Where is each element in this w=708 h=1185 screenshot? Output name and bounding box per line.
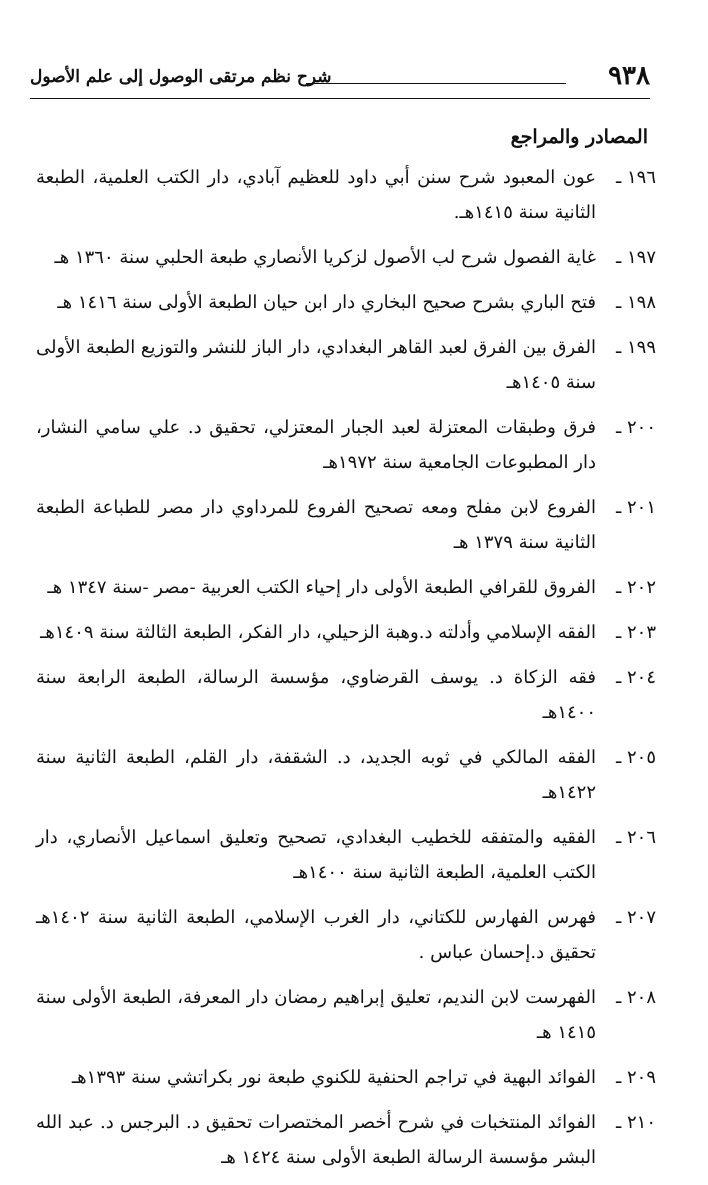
bibliography-entry	[36, 410, 656, 480]
bibliography-entry	[36, 900, 656, 970]
bibliography-entry	[36, 570, 656, 605]
entry-text: الفقه الإسلامي وأدلته د.وهبة الزحيلي، دار الفكر، الطبعة الثالثة سنة ١٤٠٩هـ	[40, 622, 596, 643]
bibliography-entry	[36, 980, 656, 1050]
entry-number: ٢١٠ ـ	[615, 1112, 656, 1133]
running-title: شرح نظم مرتقى الوصول إلى علم الأصول	[30, 67, 332, 87]
entry-number: ١٩٩ ـ	[615, 337, 656, 358]
bibliography-entry	[36, 1105, 656, 1175]
bibliography-entry	[36, 160, 656, 230]
entry-number: ٢٠٢ ـ	[615, 577, 656, 598]
entry-number: ٢٠٩ ـ	[615, 1067, 656, 1088]
entry-number: ٢٠٥ ـ	[615, 747, 656, 768]
entry-text: عون المعبود شرح سنن أبي داود للعظيم آبادي، دار الكتب العلمية، الطبعة الثانية سنة ١٤١٥هـ.	[36, 167, 596, 223]
entry-number: ٢٠٠ ـ	[615, 417, 656, 438]
entry-number: ١٩٨ ـ	[615, 292, 656, 313]
entry-text: الفوائد البهية في تراجم الحنفية للكنوي طبعة نور بكراتشي سنة ١٣٩٣هـ	[71, 1067, 596, 1088]
entry-number: ٢٠٤ ـ	[615, 667, 656, 688]
entry-text: الفقيه والمتفقه للخطيب البغدادي، تصحيح وتعليق اسماعيل الأنصاري، دار الكتب العلمية، الطبعة الثانية سنة ١٤٠٠هـ	[36, 827, 596, 883]
bibliography-entry	[36, 660, 656, 730]
section-heading: المصادر والمراجع	[510, 126, 648, 148]
bibliography-entry	[36, 490, 656, 560]
bibliography-entry	[36, 740, 656, 810]
entry-number: ٢٠١ ـ	[615, 497, 656, 518]
entry-text: غاية الفصول شرح لب الأصول لزكريا الأنصاري طبعة الحلبي سنة ١٣٦٠ هـ	[54, 247, 596, 268]
entry-text: فقه الزكاة د. يوسف القرضاوي، مؤسسة الرسالة، الطبعة الرابعة سنة ١٤٠٠هـ	[36, 667, 597, 723]
entry-text: الفهرست لابن النديم، تعليق إبراهيم رمضان دار المعرفة، الطبعة الأولى سنة ١٤١٥ هـ	[36, 987, 596, 1043]
entry-text: الفقه المالكي في ثوبه الجديد، د. الشقفة، دار القلم، الطبعة الثانية سنة ١٤٢٢هـ	[36, 747, 596, 803]
entry-number: ٢٠٦ ـ	[615, 827, 656, 848]
entry-number: ٢٠٨ ـ	[615, 987, 656, 1008]
entry-text: الفرق بين الفرق لعبد القاهر البغدادي، دار الباز للنشر والتوزيع الطبعة الأولى سنة ١٤٠٥هـ	[36, 337, 596, 393]
entry-text: الفوائد المنتخبات في شرح أخصر المختصرات تحقيق د. البرجس د. عبد الله البشر مؤسسة الرسالة الطبعة الأولى سنة ١٤٢٤ هـ	[36, 1112, 596, 1168]
entry-text: الفروق للقرافي الطبعة الأولى دار إحياء الكتب العربية -مصر -سنة ١٣٤٧ هـ	[47, 577, 596, 598]
header-rule	[306, 83, 566, 84]
bibliography-entry	[36, 1060, 656, 1095]
bibliography-entry	[36, 615, 656, 650]
bibliography-entry	[36, 240, 656, 275]
header-divider	[30, 98, 650, 99]
bibliography-list	[36, 160, 656, 1185]
bibliography-entry	[36, 330, 656, 400]
entry-text: الفروع لابن مفلح ومعه تصحيح الفروع للمرداوي دار مصر للطباعة الطبعة الثانية سنة ١٣٧٩ هـ	[36, 497, 596, 553]
entry-text: فتح الباري بشرح صحيح البخاري دار ابن حيان الطبعة الأولى سنة ١٤١٦ هـ	[57, 292, 596, 313]
entry-text: فهرس الفهارس للكتاني، دار الغرب الإسلامي، الطبعة الثانية سنة ١٤٠٢هـ تحقيق د.إحسان عباس .	[36, 907, 596, 963]
entry-number: ١٩٧ ـ	[615, 247, 656, 268]
bibliography-entry	[36, 820, 656, 890]
entry-number: ٢٠٧ ـ	[615, 907, 656, 928]
running-header	[30, 58, 650, 102]
entry-text: فرق وطبقات المعتزلة لعبد الجبار المعتزلي، تحقيق د. علي سامي النشار، دار المطبوعات الجامعية سنة ١٩٧٢هـ	[36, 417, 596, 473]
entry-number: ٢٠٣ ـ	[615, 622, 656, 643]
entry-number: ١٩٦ ـ	[615, 167, 656, 188]
bibliography-entry	[36, 285, 656, 320]
page-number: ٩٣٨	[608, 61, 650, 91]
